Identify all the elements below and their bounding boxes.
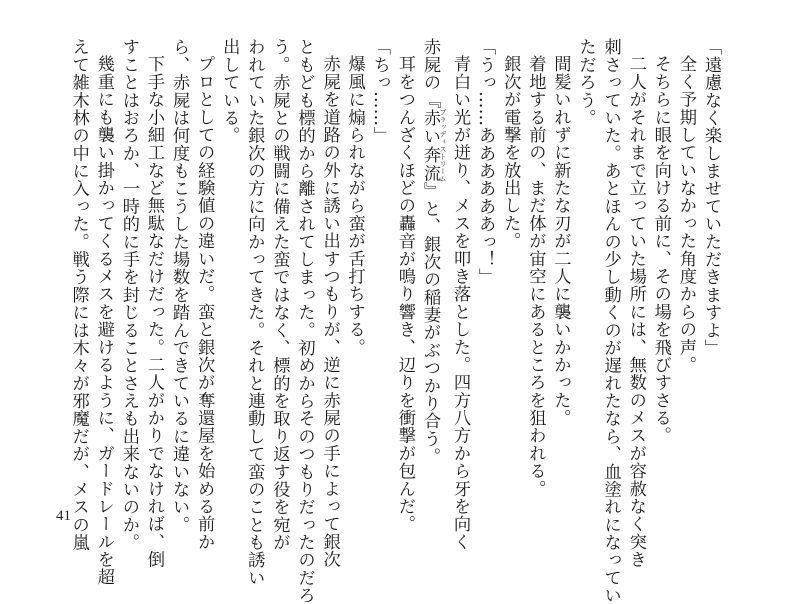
text-line: 赤屍を道路の外に誘い出すつもりが、逆に赤屍の手によって銀次 — [319, 55, 340, 569]
text-line: 刺さっていた。あとほんの少し動くのが遅れたなら、血塗れになってい — [600, 38, 621, 604]
vertical-text-block — [68, 38, 723, 604]
text-line: ただろう。 — [575, 38, 596, 127]
text-line: ともども標的から離されてしまった。初めからそのつもりだったのだろ — [294, 38, 315, 604]
page-number: 41 — [56, 508, 71, 524]
text-line: 赤屍の『赤い奔流 ブラッディストリーム』と、銀次の稲妻がぶつかり合う。 — [419, 38, 447, 466]
text-line: う。赤屍との戦闘に備えた蛮ではなく、標的を取り返す役を宛が — [269, 38, 290, 552]
text-line: 出している。 — [219, 38, 240, 145]
text-line: 「うっ……ああああああっ！」 — [475, 38, 496, 286]
text-line: 幾重にも襲い掛かってくるメスを避けるように、ガードレールを超 — [93, 55, 114, 586]
text-line: そちらに眼を向ける前に、その場を飛びすさる。 — [650, 55, 671, 445]
text-line: 着地する前の、まだ体が宙空にあるところを狙われる。 — [525, 55, 546, 498]
text-line: ら、赤屍は何度もこうした場数を踏んできているに違いない。 — [169, 38, 190, 534]
text-line: 「遠慮なく楽しませていただきますよ」 — [701, 38, 721, 357]
text-line: 間髪いれずに新たな刃が二人に襲いかかった。 — [550, 55, 571, 427]
text-line: 耳をつんざくほどの轟音が鳴り響き、辺りを衝撃が包んだ。 — [394, 55, 415, 533]
text-line: 「ちっ……」 — [369, 38, 390, 145]
text-line: 銀次が電撃を放出した。 — [500, 55, 521, 250]
text-line: 二人がそれまで立っていた場所には、無数のメスが容赦なく突き — [625, 55, 646, 569]
text-line: プロとしての経験値の違いだ。蛮と銀次が奪還屋を始める前か — [194, 55, 215, 551]
text-line: われていた銀次の方に向かってきた。それと連動して蛮のことも誘い — [244, 38, 265, 587]
text-line: 下手な小細工など無駄なだけだった。二人がかりでなければ、倒 — [143, 55, 164, 569]
text-line: えて雑木林の中に入った。戦う際には木々が邪魔だが、メスの嵐 — [68, 38, 89, 552]
text-line: 青白い光が迸り、メスを叩き落とした。四方八方から牙を向く — [450, 55, 471, 551]
text-line: すことはおろか、一時的に手を封じることさえも出来ないのか。 — [118, 38, 139, 552]
text-line: 全く予期していなかった角度からの声。 — [675, 55, 696, 374]
ruby-annotation: 赤い奔流 ブラッディストリーム — [419, 108, 447, 183]
text-line: 爆風に煽られながら蛮が舌打ちする。 — [344, 55, 365, 356]
